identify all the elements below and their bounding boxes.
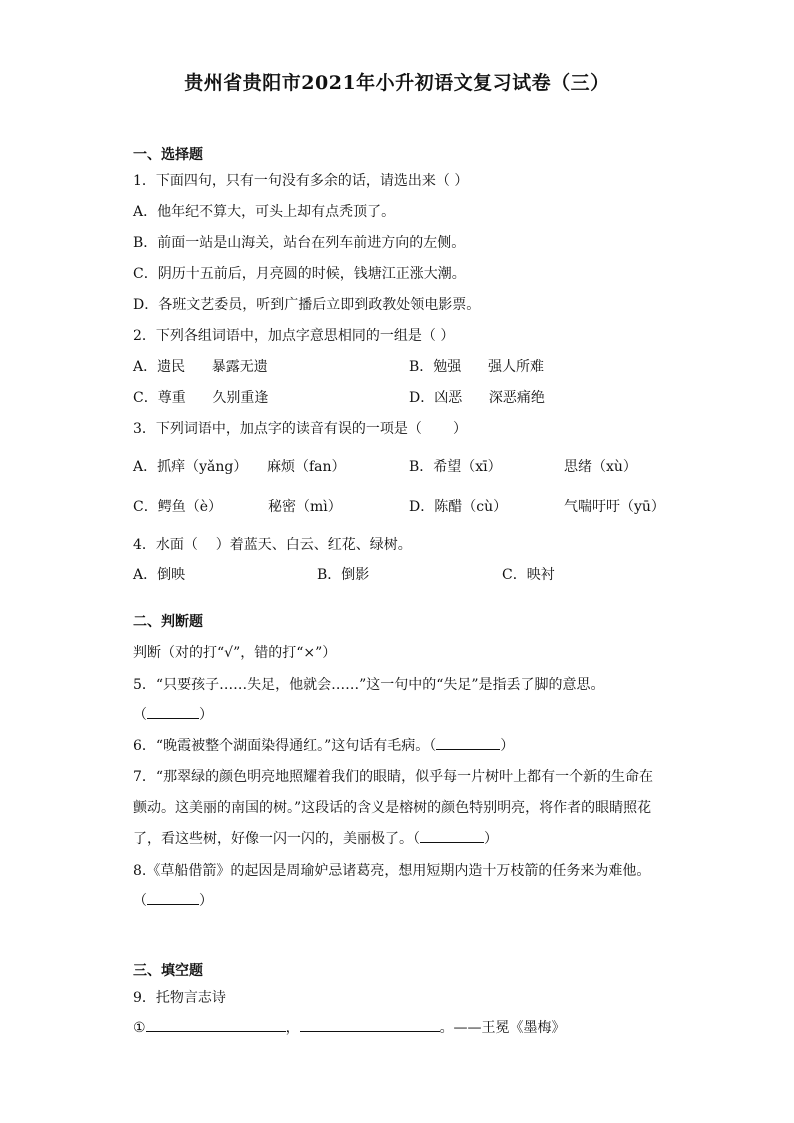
question-2-option-a: A．遗民 暴露无遗: [133, 359, 268, 375]
question-6-text: [133, 737, 514, 755]
question-1-option-d: D．各班文艺委员，听到广播后立即到政教处领电影票。: [133, 297, 481, 313]
section-heading-choice: 一、选择题: [133, 147, 203, 163]
question-7-line-2: 颤动。这美丽的南国的树。”这段话的含义是榕树的颜色特别明亮，将作者的眼睛照花: [133, 800, 652, 816]
question-2-option-c: C．尊重 久别重逢: [133, 390, 269, 406]
comma: ，: [285, 1020, 300, 1036]
section-heading-fill: 三、填空题: [133, 963, 203, 979]
question-4-option-c: C．映衬: [502, 567, 555, 583]
question-7-line-1: 7．“那翠绿的颜色明亮地照耀着我们的眼睛，似乎每一片树叶上都有一个新的生命在: [133, 769, 654, 785]
poem-source: 。——王冕《墨梅》: [439, 1020, 566, 1036]
question-3-option-d-word1: D．陈醋（cù）: [409, 499, 508, 515]
question-3-option-a-word2: 麻烦（fan）: [267, 459, 346, 475]
open-paren: （: [133, 707, 147, 723]
answer-blank[interactable]: [436, 737, 500, 750]
section-heading-judge: 二、判断题: [133, 614, 203, 630]
question-3-stem: 3．下列词语中，加点字的读音有误的一项是（ ）: [133, 421, 468, 437]
judge-instructions: 判断（对的打“√”，错的打“×”）: [133, 645, 337, 661]
question-2-stem: 2．下列各组词语中，加点字意思相同的一组是（ ）: [133, 328, 455, 344]
question-7-stem-end: 了，看这些树，好像一闪一闪的，美丽极了。（: [133, 831, 420, 847]
answer-blank[interactable]: [420, 830, 484, 843]
question-3-option-c-word1: C．鳄鱼（è）: [133, 499, 222, 515]
question-4-stem: 4．水面（ ）着蓝天、白云、红花、绿树。: [133, 537, 412, 553]
question-3-option-b-word1: B．希望（xī）: [409, 459, 502, 475]
close-paren: ）: [484, 831, 498, 847]
question-1-option-c: C．阴历十五前后，月亮圆的时候，钱塘江正涨大潮。: [133, 266, 466, 282]
question-3-option-b-word2: 思绪（xù）: [564, 459, 637, 475]
answer-blank[interactable]: [300, 1019, 440, 1032]
question-5-text: 5．“只要孩子……失足，他就会……”这一句中的“失足”是指丢了脚的意思。: [133, 677, 605, 693]
question-8-answer: [133, 892, 213, 910]
open-paren: （: [133, 893, 147, 909]
answer-blank[interactable]: [146, 1019, 286, 1032]
question-5-answer: [133, 706, 213, 724]
close-paren: ）: [199, 893, 213, 909]
answer-blank[interactable]: [147, 706, 199, 719]
question-9-fill-line: [133, 1019, 566, 1037]
question-1-option-a: A．他年纪不算大，可头上却有点秃顶了。: [133, 204, 396, 220]
question-2-option-d: D．凶恶 深恶痛绝: [409, 390, 545, 406]
question-1-option-b: B．前面一站是山海关，站台在列车前进方向的左侧。: [133, 235, 466, 251]
close-paren: ）: [199, 707, 213, 723]
question-3-option-d-word2: 气喘吁吁（yū）: [564, 499, 665, 515]
question-2-option-b: B．勉强 强人所难: [409, 359, 544, 375]
question-4-option-a: A．倒映: [133, 567, 186, 583]
page-title: 贵州省贵阳市2021年小升初语文复习试卷（三）: [184, 72, 610, 94]
question-7-line-3: [133, 830, 498, 848]
answer-blank[interactable]: [147, 892, 199, 905]
question-3-option-c-word2: 秘密（mì）: [268, 499, 342, 515]
question-9-stem: 9．托物言志诗: [133, 990, 226, 1006]
close-paren: ）: [500, 738, 515, 754]
question-4-option-b: B．倒影: [317, 567, 370, 583]
question-8-text: 8.《草船借箭》的起因是周瑜妒忌诸葛亮，想用短期内造十万枝箭的任务来为难他。: [133, 863, 651, 879]
question-6-stem: 6．“晚霞被整个湖面染得通红。”这句话有毛病。（: [133, 738, 437, 754]
question-3-option-a-word1: A．抓痒（yǎng）: [133, 459, 248, 475]
question-1-stem: 1．下面四句，只有一句没有多余的话，请选出来（ ）: [133, 173, 469, 189]
circled-number-1: ①: [133, 1020, 146, 1036]
